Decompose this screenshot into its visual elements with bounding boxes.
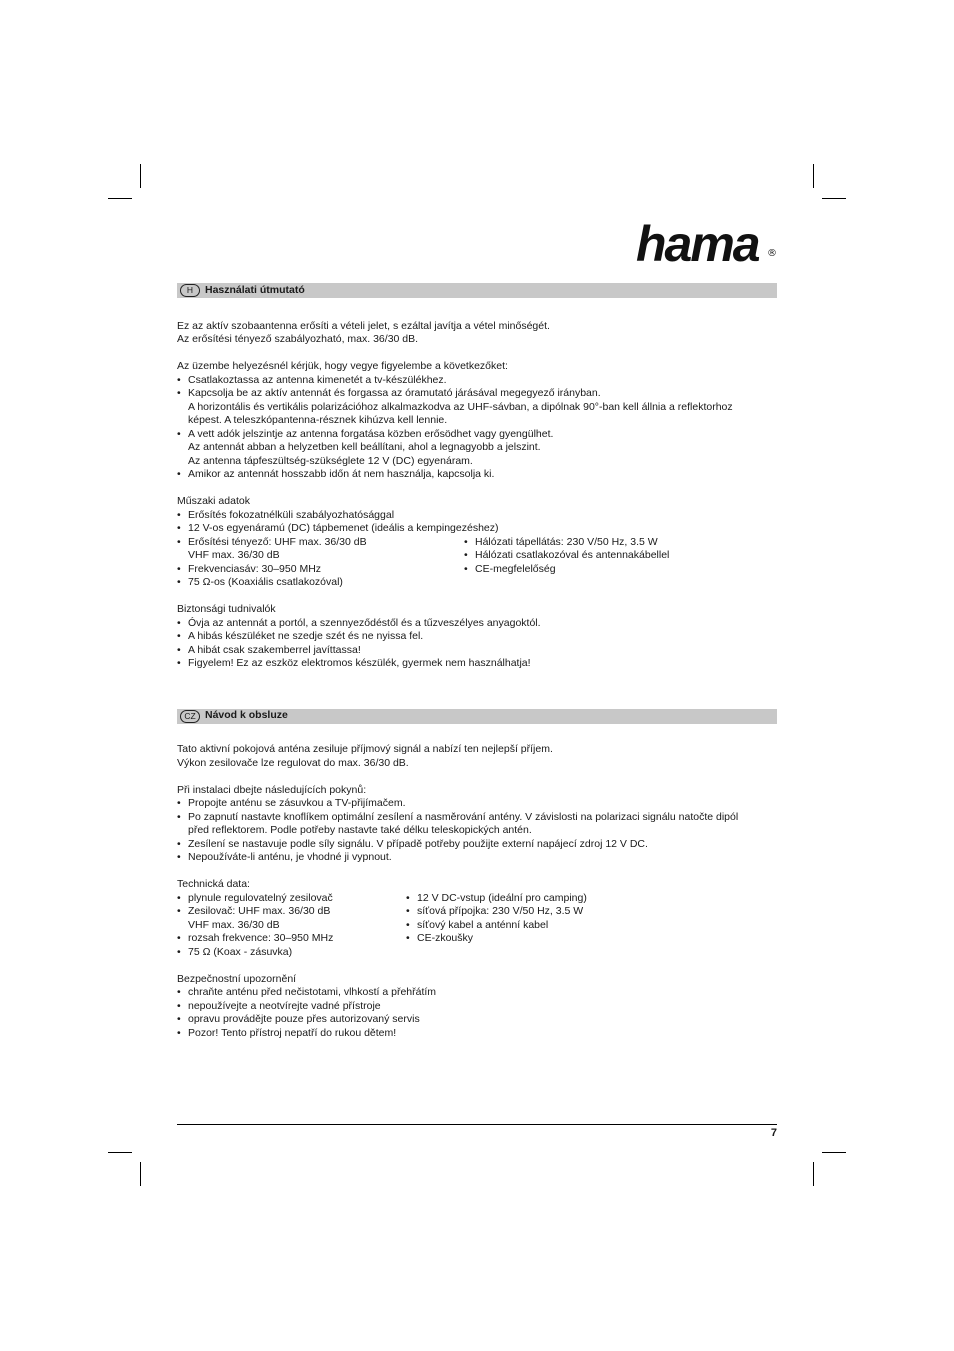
- list-item: • CE-zkoušky: [406, 932, 777, 946]
- list-item: • Hálózati csatlakozóval és antennakábellel: [464, 549, 777, 563]
- crop-mark: [813, 1162, 814, 1186]
- language-badge-cz: CZ: [180, 710, 200, 723]
- intro-line: Výkon zesilovače lze regulovat do max. 36/30 dB.: [177, 756, 409, 769]
- list-item: • Amikor az antennát hosszabb időn át nem használja, kapcsolja ki.: [177, 468, 777, 482]
- list-item: • Pozor! Tento přístroj nepatří do rukou dětem!: [177, 1027, 777, 1041]
- list-item: • 12 V DC-vstup (ideální pro camping): [406, 892, 777, 906]
- install-list-cz: [177, 797, 777, 865]
- list-item: • síťová přípojka: 230 V/50 Hz, 3.5 W: [406, 905, 777, 919]
- crop-mark: [108, 1152, 132, 1153]
- intro-line: Az erősítési tényező szabályozható, max. 36/30 dB.: [177, 333, 419, 345]
- list-item: • Kapcsolja be az aktív antennát és forgassa az óramutató járásával megegyező irányban. A horizontális és vertikális polarizációhoz alkalmazkodva az UHF-sávban, a dipólnak 90°-ban kell állnia a reflektorhoz képest. A teleszkópantenna-résznek kihúzva kell lennie.: [177, 387, 777, 428]
- list-item: • Erősítés fokozatnélküli szabályozhatósággal: [177, 509, 777, 523]
- language-badge-hu: H: [180, 284, 200, 297]
- brand-logo: [636, 216, 759, 272]
- crop-mark: [108, 198, 132, 199]
- list-item: • A vett adók jelszintje az antenna forgatása közben erősödhet vagy gyengülhet. Az antennát abban a helyzetben kell beállítani, ahol a legnagyobb a jelszint. Az antenna tápfeszültség-szükséglete 12 V (DC) egyenáram.: [177, 428, 777, 469]
- page-number: 7: [770, 1127, 777, 1139]
- list-item: • Zesílení se nastavuje podle síly signálu. V případě potřeby použijte externí napájecí zdroj 12 V DC.: [177, 838, 777, 852]
- tech-columns-cz: [177, 892, 777, 960]
- list-item: • 75 Ω-os (Koaxiális csatlakozóval): [177, 576, 464, 590]
- brand-logo-text: hama: [636, 216, 759, 272]
- crop-mark: [813, 164, 814, 188]
- list-item: • CE-megfelelőség: [464, 563, 777, 577]
- list-item: • A hibát csak szakemberrel javíttassa!: [177, 644, 777, 658]
- footer-rule: [177, 1124, 777, 1125]
- list-item: • plynule regulovatelný zesilovač: [177, 892, 406, 906]
- install-heading-hu: Az üzembe helyezésnél kérjük, hogy vegye figyelembe a következőket:: [177, 360, 508, 372]
- section-title-cz: Návod k obsluze: [205, 709, 288, 722]
- list-item: • Figyelem! Ez az eszköz elektromos készülék, gyermek nem használhatja!: [177, 657, 777, 671]
- crop-mark: [140, 164, 141, 188]
- list-item: • Frekvenciasáv: 30–950 MHz: [177, 563, 464, 577]
- list-item: • Erősítési tényező: UHF max. 36/30 dB VHF max. 36/30 dB: [177, 536, 464, 563]
- tech-heading-cz: Technická data:: [177, 878, 250, 890]
- tech-list-left-hu: [177, 536, 464, 590]
- safety-heading-cz: Bezpečnostní upozornění: [177, 972, 297, 985]
- list-item: • Csatlakoztassa az antenna kimenetét a tv-készülékhez.: [177, 374, 777, 388]
- install-heading-cz: Při instalaci dbejte následujících pokynů:: [177, 783, 367, 796]
- list-item: • Nepoužíváte-li anténu, je vhodné ji vypnout.: [177, 851, 777, 865]
- crop-mark: [822, 198, 846, 199]
- list-item: • 12 V-os egyenáramú (DC) tápbemenet (ideális a kempingezéshez): [177, 522, 777, 536]
- tech-list-right-hu: [464, 536, 777, 590]
- list-item: • Propojte anténu se zásuvkou a TV-přijímačem.: [177, 797, 777, 811]
- crop-mark: [822, 1152, 846, 1153]
- crop-mark: [140, 1162, 141, 1186]
- list-item: • síťový kabel a anténní kabel: [406, 919, 777, 933]
- intro-line: Tato aktivní pokojová anténa zesiluje příjmový signál a nabízí ten nejlepší příjem.: [177, 743, 553, 755]
- tech-heading-hu: Műszaki adatok: [177, 495, 250, 507]
- intro-line: Ez az aktív szobaantenna erősíti a vételi jelet, s ezáltal javítja a vétel minőségét.: [177, 319, 550, 332]
- section-title-hu: Használati útmutató: [205, 283, 305, 296]
- list-item: • nepoužívejte a neotvírejte vadné přístroje: [177, 1000, 777, 1014]
- list-item: • A hibás készüléket ne szedje szét és ne nyissa fel.: [177, 630, 777, 644]
- list-item: • Po zapnutí nastavte knoflíkem optimální zesílení a nasměrování antény. V závislosti na polarizaci signálu natočte dipól před reflektorem. Podle potřeby nastavte také délku teleskopických antén.: [177, 811, 777, 838]
- safety-list-cz: [177, 986, 777, 1040]
- list-item: • 75 Ω (Koax - zásuvka): [177, 946, 406, 960]
- list-item: • opravu provádějte pouze přes autorizovaný servis: [177, 1013, 777, 1027]
- list-item: • rozsah frekvence: 30–950 MHz: [177, 932, 406, 946]
- registered-mark: ®: [767, 248, 777, 259]
- document-body: [177, 283, 777, 1040]
- tech-list-hu: [177, 509, 777, 536]
- install-list-hu: [177, 374, 777, 482]
- safety-heading-hu: Biztonsági tudnivalók: [177, 603, 276, 615]
- list-item: • chraňte anténu před nečistotami, vlhkostí a přehřátím: [177, 986, 777, 1000]
- section-header-hu: [177, 283, 777, 298]
- safety-list-hu: [177, 617, 777, 671]
- tech-list-right-cz: [406, 892, 777, 960]
- list-item: • Óvja az antennát a portól, a szennyeződéstől és a tűzveszélyes anyagoktól.: [177, 617, 777, 631]
- list-item: • Hálózati tápellátás: 230 V/50 Hz, 3.5 W: [464, 536, 777, 550]
- list-item: • Zesilovač: UHF max. 36/30 dB VHF max. 36/30 dB: [177, 905, 406, 932]
- tech-columns-hu: [177, 536, 777, 590]
- section-header-cz: [177, 709, 777, 724]
- tech-list-left-cz: [177, 892, 406, 960]
